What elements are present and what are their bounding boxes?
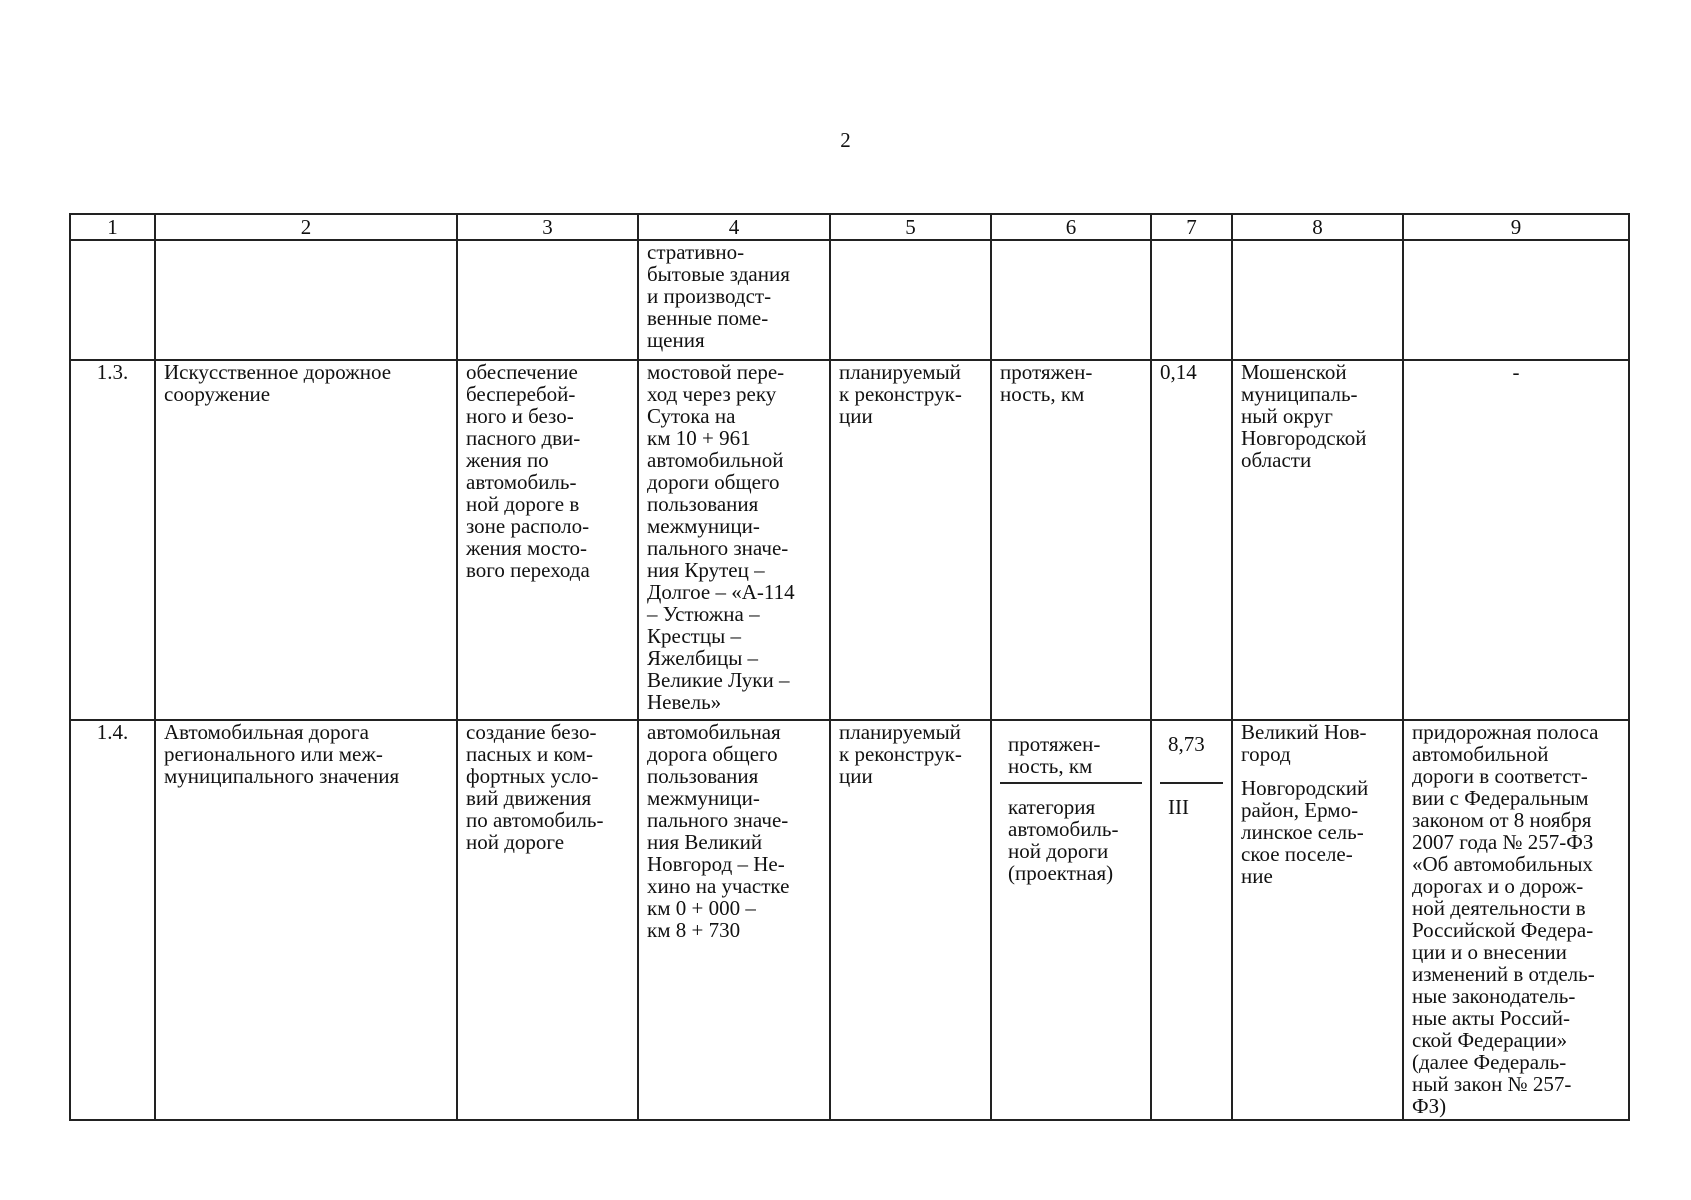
page-number: 2 xyxy=(840,128,851,152)
object-status: планируемый к реконструк- ции xyxy=(830,360,991,720)
object-purpose: обеспечение бесперебой- ного и безо- пасного дви- жения по автомобиль- ной дороге в зоне располо- жения мосто- вого перехода xyxy=(457,360,638,720)
object-purpose: создание безо- пасных и ком- фортных усло- вий движения по автомобиль- ной дороге xyxy=(457,720,638,1120)
column-number: 3 xyxy=(457,214,638,240)
continuation-row xyxy=(70,240,1629,360)
column-number: 6 xyxy=(991,214,1151,240)
continuation-text: стративно- бытовые здания и производст- венные поме- щения xyxy=(647,240,790,352)
column-number: 1 xyxy=(70,214,155,240)
object-location xyxy=(1232,720,1403,1120)
empty-cell xyxy=(1403,240,1629,360)
column-number: 5 xyxy=(830,214,991,240)
zone-description: придорожная полоса автомобильной дороги в соответст- вии с Федеральным законом от 8 ноября 2007 года № 257-ФЗ «Об автомобильных дорогах и о дорож- ной деятельности в Российской Федера- ции и о внесении изменений в отдель- ные законодатель- ные акты Россий- ской Федерации» (далее Федераль- ный закон № 257- ФЗ) xyxy=(1403,720,1629,1120)
row-number: 1.3. xyxy=(70,360,155,720)
object-name: Искусственное дорожное сооружение xyxy=(155,360,457,720)
object-location: Мошенской муниципаль- ный округ Новгородской области xyxy=(1232,360,1403,720)
empty-cell xyxy=(457,240,638,360)
table-row xyxy=(70,360,1629,720)
column-number: 4 xyxy=(638,214,830,240)
object-status: планируемый к реконструк- ции xyxy=(830,720,991,1120)
object-description: мостовой пере- ход через реку Сутока на км 10 + 961 автомобильной дороги общего пользования межмуници- пального значе- ния Крутец – Долгое – «А-114 – Устюжна – Крестцы – Яжелбицы – Великие Луки – Невель» xyxy=(638,360,830,720)
column-number: 8 xyxy=(1232,214,1403,240)
column-number: 9 xyxy=(1403,214,1629,240)
table-row xyxy=(70,720,1629,1120)
characteristic: протяжен- ность, км xyxy=(991,360,1151,720)
location-district: Новгородский район, Ермо- линское сель- ское поселе- ние xyxy=(1241,776,1369,888)
empty-cell xyxy=(830,240,991,360)
characteristic-category: категория автомобиль- ной дороги (проектная) xyxy=(1008,795,1119,885)
planning-table xyxy=(69,213,1630,1121)
characteristic-value xyxy=(1151,720,1232,1120)
row-number: 1.4. xyxy=(70,720,155,1120)
column-number-row xyxy=(70,214,1629,240)
empty-cell xyxy=(155,240,457,360)
continuation-description xyxy=(638,240,830,360)
empty-cell xyxy=(991,240,1151,360)
characteristic-value: 0,14 xyxy=(1151,360,1232,720)
empty-cell xyxy=(1232,240,1403,360)
column-number: 2 xyxy=(155,214,457,240)
column-number: 7 xyxy=(1151,214,1232,240)
location-city: Великий Нов- город xyxy=(1241,720,1367,766)
empty-cell xyxy=(1151,240,1232,360)
object-description: автомобильная дорога общего пользования межмуници- пального значе- ния Великий Новгород – Не- хино на участке км 0 + 000 – км 8 + 730 xyxy=(638,720,830,1120)
value-length: 8,73 xyxy=(1160,721,1223,784)
characteristic xyxy=(991,720,1151,1120)
object-name: Автомобильная дорога регионального или меж- муниципального значения xyxy=(155,720,457,1120)
empty-cell xyxy=(70,240,155,360)
value-category: III xyxy=(1168,795,1189,819)
zone-description: - xyxy=(1403,360,1629,720)
characteristic-length: протяжен- ность, км xyxy=(1000,721,1142,784)
